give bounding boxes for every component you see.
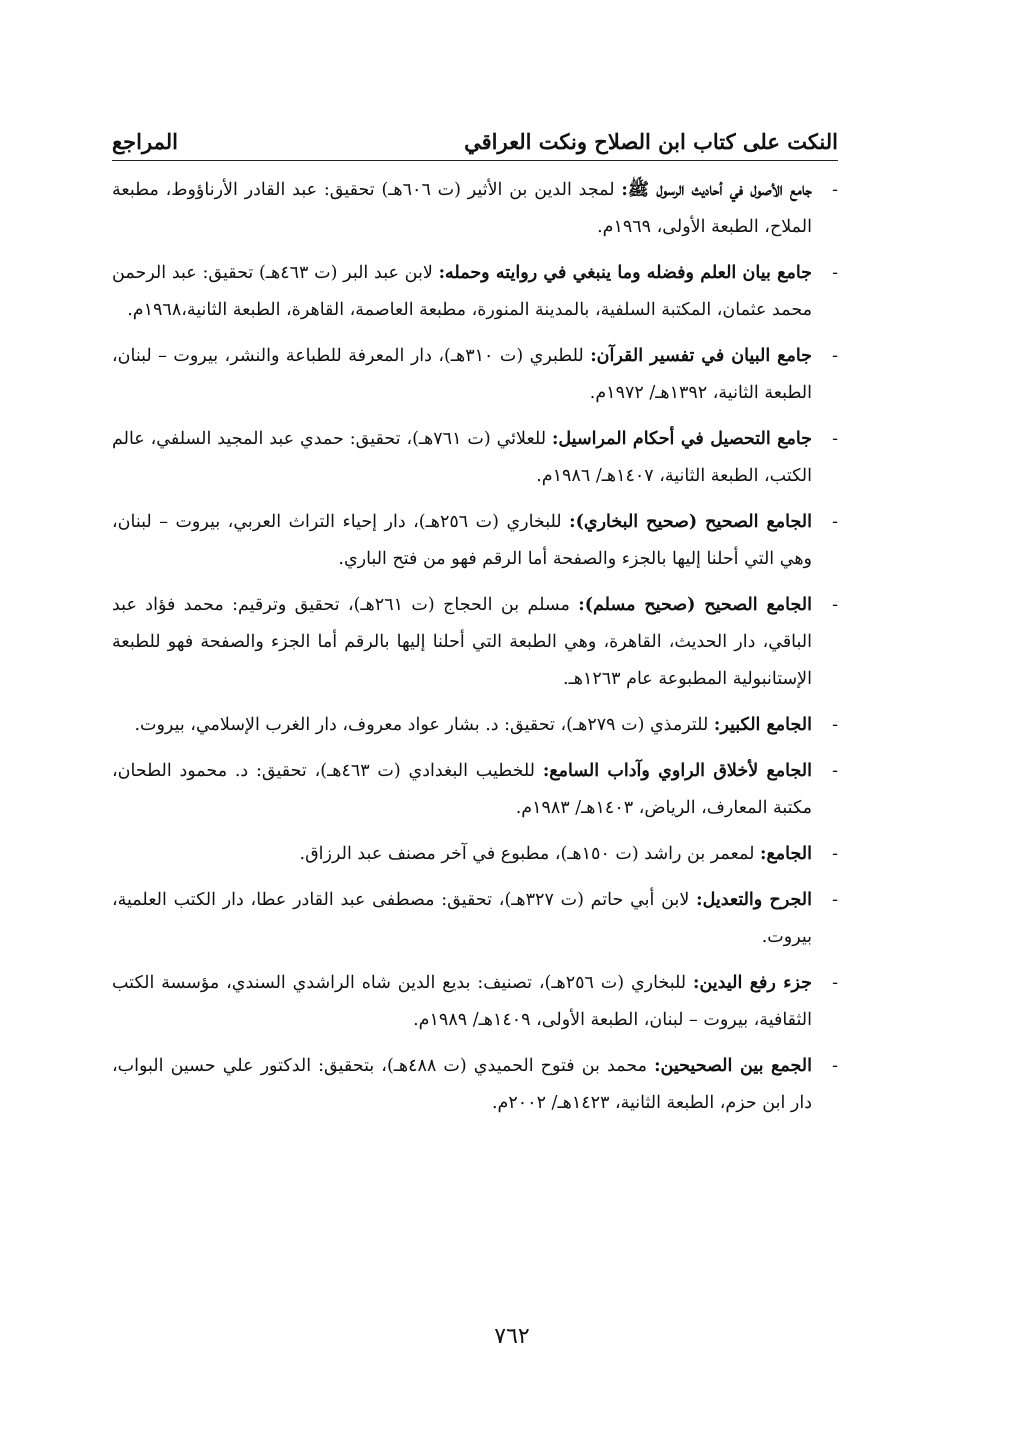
- reference-details: للعلائي (ت ٧٦١هـ)، تحقيق: حمدي عبد المجيد السلفي، عالم الكتب، الطبعة الثانية، ١٤٠٧هـ/ ١٩٨٦م.: [112, 429, 812, 486]
- reference-entry: [112, 753, 838, 827]
- reference-entry: [112, 836, 838, 873]
- reference-title: جزء رفع اليدين:: [693, 973, 812, 993]
- reference-title: جامع البيان في تفسير القرآن:: [590, 346, 812, 366]
- reference-details: لمجد الدين بن الأثير (ت ٦٠٦هـ) تحقيق: عبد القادر الأرناؤوط، مطبعة الملاح، الطبعة الأولى، ١٩٦٩م.: [112, 180, 812, 237]
- reference-details: لابن عبد البر (ت ٤٦٣هـ) تحقيق: عبد الرحمن محمد عثمان، المكتبة السلفية، بالمدينة المنورة، مطبعة العاصمة، القاهرة، الطبعة الثانية،١٩٦٨م.: [112, 263, 812, 320]
- reference-title: الجامع لأخلاق الراوي وآداب السامع:: [542, 761, 812, 781]
- list-dash: -: [832, 263, 838, 283]
- list-dash: -: [832, 761, 838, 781]
- section-title: المراجع: [112, 129, 178, 154]
- list-dash: -: [832, 1056, 838, 1076]
- reference-details: للطبري (ت ٣١٠هـ)، دار المعرفة للطباعة والنشر، بيروت – لبنان، الطبعة الثانية، ١٣٩٢هـ/ ١٩٧٢م.: [112, 346, 812, 403]
- reference-details: مسلم بن الحجاج (ت ٢٦١هـ)، تحقيق وترقيم: محمد فؤاد عبد الباقي، دار الحديث، القاهرة، وهي الطبعة التي أحلنا إليها بالرقم أما الجزء والصفحة فهو للطبعة الإستانبولية المطبوعة عام ١٢٦٣هـ.: [112, 595, 812, 689]
- references-list: [112, 172, 838, 1131]
- list-dash: -: [832, 715, 838, 735]
- reference-details: للبخاري (ت ٢٥٦هـ)، دار إحياء التراث العربي، بيروت – لبنان، وهي التي أحلنا إليها بالجزء والصفحة أما الرقم فهو من فتح الباري.: [112, 512, 812, 569]
- reference-entry: [112, 707, 838, 744]
- reference-title: جامع الأصول في أحاديث الرسول ﷺ:: [621, 180, 812, 200]
- reference-title: الجمع بين الصحيحين:: [654, 1056, 812, 1076]
- list-dash: -: [832, 844, 838, 864]
- list-dash: -: [832, 180, 838, 200]
- reference-title: الجامع الصحيح (صحيح البخاري):: [569, 512, 812, 532]
- reference-entry: [112, 172, 838, 246]
- reference-details: لابن أبي حاتم (ت ٣٢٧هـ)، تحقيق: مصطفى عبد القادر عطا، دار الكتب العلمية، بيروت.: [112, 890, 812, 947]
- reference-title: الجامع الصحيح (صحيح مسلم):: [578, 595, 812, 615]
- list-dash: -: [832, 429, 838, 449]
- reference-entry: [112, 421, 838, 495]
- reference-entry: [112, 338, 838, 412]
- page-number: ٧٦٢: [494, 1324, 530, 1349]
- list-dash: -: [832, 512, 838, 532]
- reference-entry: [112, 255, 838, 329]
- list-dash: -: [832, 595, 838, 615]
- reference-entry: [112, 1048, 838, 1122]
- reference-details: للخطيب البغدادي (ت ٤٦٣هـ)، تحقيق: د. محمود الطحان، مكتبة المعارف، الرياض، ١٤٠٣هـ/ ١٩٨٣م.: [112, 761, 812, 818]
- reference-entry: [112, 882, 838, 956]
- reference-entry: [112, 965, 838, 1039]
- reference-title: جامع التحصيل في أحكام المراسيل:: [551, 429, 812, 449]
- reference-title: الجامع الكبير:: [713, 715, 812, 735]
- list-dash: -: [832, 346, 838, 366]
- reference-title: جامع بيان العلم وفضله وما ينبغي في روايته وحمله:: [438, 263, 812, 283]
- reference-details: للترمذي (ت ٢٧٩هـ)، تحقيق: د. بشار عواد معروف، دار الغرب الإسلامي، بيروت.: [134, 715, 709, 735]
- running-header: [112, 110, 838, 161]
- reference-title: الجرح والتعديل:: [696, 890, 812, 910]
- book-title: النكت على كتاب ابن الصلاح ونكت العراقي: [464, 129, 838, 154]
- reference-title: الجامع:: [760, 844, 812, 864]
- reference-details: لمعمر بن راشد (ت ١٥٠هـ)، مطبوع في آخر مصنف عبد الرزاق.: [299, 844, 755, 864]
- reference-entry: [112, 587, 838, 698]
- reference-details: للبخاري (ت ٢٥٦هـ)، تصنيف: بديع الدين شاه الراشدي السندي، مؤسسة الكتب الثقافية، بيروت – لبنان، الطبعة الأولى، ١٤٠٩هـ/ ١٩٨٩م.: [112, 973, 812, 1030]
- list-dash: -: [832, 973, 838, 993]
- reference-entry: [112, 504, 838, 578]
- list-dash: -: [832, 890, 838, 910]
- reference-details: محمد بن فتوح الحميدي (ت ٤٨٨هـ)، بتحقيق: الدكتور علي حسين البواب، دار ابن حزم، الطبعة الثانية، ١٤٢٣هـ/ ٢٠٠٢م.: [112, 1056, 812, 1113]
